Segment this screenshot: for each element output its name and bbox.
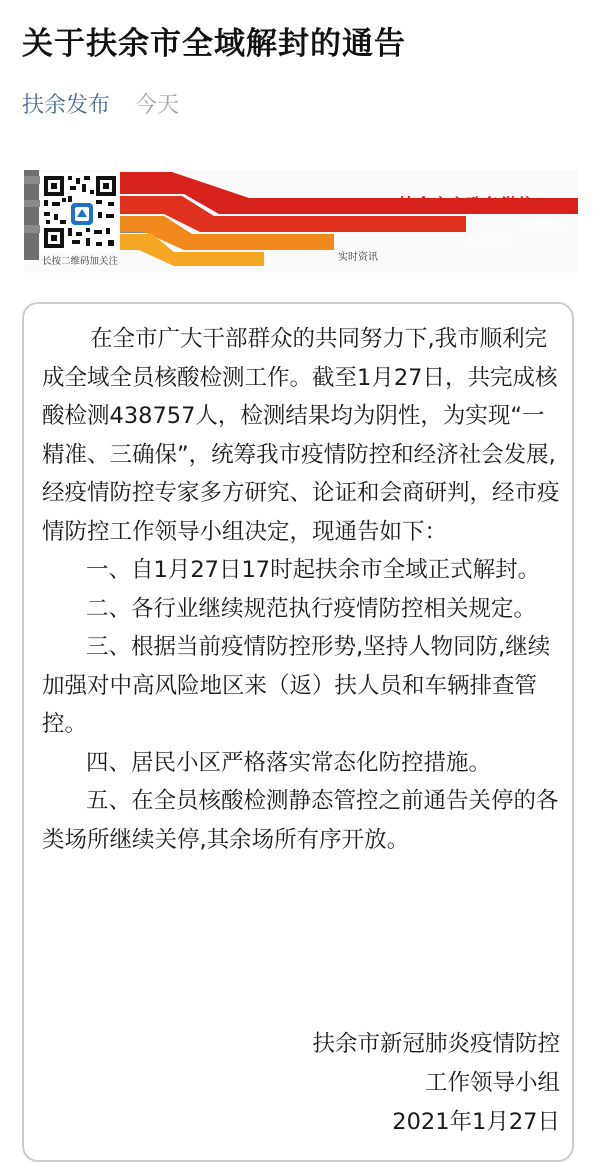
notice-paragraph: 在全市广大干部群众的共同努力下,我市顺利完成全域全员核酸检测工作。截至1月27日，共完成核酸检测438757人，检测结果均为阴性，为实现“一精准、三确保”，统筹我市疫情防控和经济社会发展,经疫情防控专家多方研究、论证和会商研判，经市疫情防控工作领导小组决定，现通告如下：: [42, 326, 560, 545]
banner-brand-text: 扶余官方政务微信: [398, 196, 534, 216]
notice-item: 五、在全员核酸检测静态管控之前通告关停的各类场所继续关停,其余场所有序开放。: [42, 788, 559, 853]
signature-line: 扶余市新冠肺炎疫情防控: [312, 1031, 560, 1057]
banner-tag: 实时资讯: [338, 252, 378, 263]
notice-item: 一、自1月27日17时起扶余市全域正式解封。: [86, 557, 541, 583]
publish-time: 今天: [135, 93, 180, 118]
notice-item: 二、各行业继续规范执行疫情防控相关规定。: [86, 595, 537, 622]
article-meta: [22, 88, 179, 119]
banner-image: [24, 170, 578, 273]
notice-item: 四、居民小区严格落实常态化防控措施。: [86, 749, 492, 776]
account-name-link[interactable]: 扶余发布: [22, 93, 111, 118]
article-title: 关于扶余市全域解封的通告: [22, 26, 406, 62]
signature-date: 2021年1月27日: [392, 1109, 560, 1135]
notice-body: [42, 320, 564, 859]
banner-tag: 时政热点: [468, 236, 508, 247]
notice-item: 三、根据当前疫情防控形势,坚持人物同防,继续加强对中高风险地区来（返）扶人员和车辆排查管控。: [42, 634, 551, 737]
signature-line: 工作领导小组: [424, 1070, 560, 1096]
qr-caption: 长按二维码加关注: [42, 256, 119, 267]
banner-tag: 权威发布: [524, 221, 564, 232]
